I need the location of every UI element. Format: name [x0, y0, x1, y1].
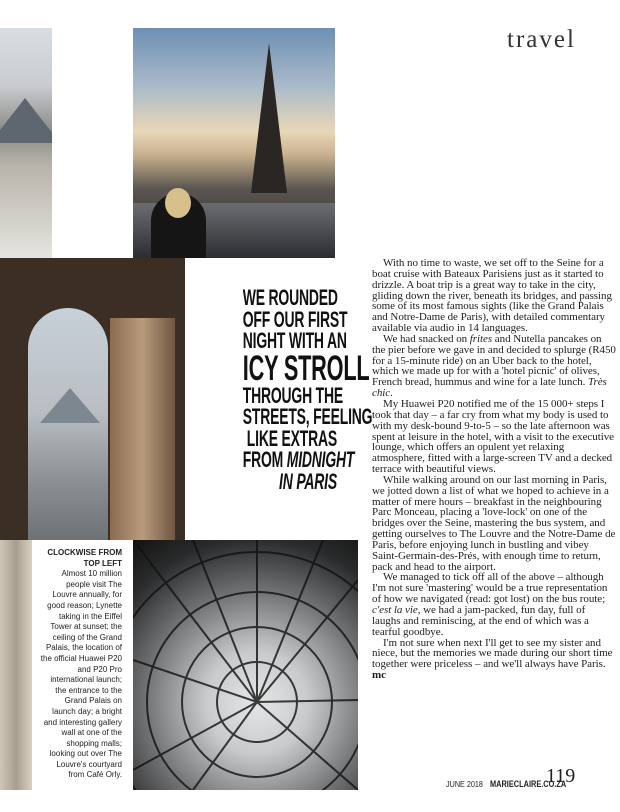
pull-quote-line: NIGHT WITH AN	[242, 328, 347, 353]
body-text-segment: frites	[469, 332, 493, 345]
body-text-segment: My Huawei P20 notified me of the 15 000+ steps I took that day – a far cry from what my body is used to with my desk-bound 9-to-5 – so the late afternoon was spent at leisure in the hotel, with a visit to the executive lounge, which offers an opulent yet relaxing atmosphere, fitted with a large-screen TV and a decked terrace with beautiful views.	[372, 397, 614, 476]
pull-quote-line: THROUGH THE	[242, 382, 344, 408]
louvre-pyramid-photo	[0, 28, 52, 258]
issue-date: JUNE 2018	[446, 779, 483, 789]
pull-quote-text: FROM	[242, 447, 287, 472]
body-paragraph	[372, 638, 616, 681]
grand-palais-ceiling-photo	[133, 540, 358, 790]
pull-quote-film-title: IN PARIS	[279, 468, 337, 494]
pull-quote-film-title: MIDNIGHT	[286, 447, 355, 472]
pull-quote-line	[242, 447, 355, 472]
body-paragraph	[372, 572, 616, 637]
body-paragraph	[372, 334, 616, 399]
grand-palais-entrance-photo	[0, 540, 32, 790]
body-text-segment: Très chic	[372, 376, 607, 400]
body-text-segment: We managed to tick off all of the above – although I'm not sure 'mastering' would be a true representation of how we navigated (read: got lost) on the bus route;	[372, 571, 608, 606]
body-paragraph	[372, 258, 616, 334]
body-text-segment: and Nutella pancakes on the pier before we gave in and decided to splurge (R450 for a 15-minute ride) on an Uber back to the hotel, which we made up for with a 'hotel picnic' of olives, French bread, hummus and wine for a late lunch.	[372, 332, 616, 389]
page-number: 119	[546, 765, 576, 787]
body-text-segment: , we had a jam-packed, fun day, full of laughs and reminiscing, at the end of which was a tearful goodbye.	[372, 604, 589, 638]
pull-quote-line: ICY STROLL	[242, 348, 370, 388]
body-text-segment: With no time to waste, we set off to the Seine for a boat cruise with Bateaux Parisiens just as it started to drizzle. A boat trip is a great way to take in the city, gliding down the river, beneath its bridges, and passing some of its most famous sights (like the Grand Palais and Notre-Dame de Paris), with detailed commentary available via audio in 14 languages.	[372, 257, 612, 335]
signoff: mc	[372, 669, 386, 682]
pull-quote-line: LIKE EXTRAS	[246, 425, 337, 451]
body-text-segment: We had snacked on	[383, 332, 470, 345]
body-text-segment: I'm not sure when next I'll get to see my sister and niece, but the memories we made during our short time together were priceless – and we'll always have Paris.	[372, 636, 613, 671]
body-paragraph	[372, 399, 616, 475]
caption-text: Almost 10 million people visit The Louvre annually, for good reason; Lynette taking in the Eiffel Tower at sunset; the ceiling of the Grand Palais, the location of the official Huawei P20 and P20 Pro international launch; the entrance to the Grand Palais on launch day; a bright and interesting gallery wall at one of the shopping malls; looking out over The Louvre's courtyard from Café Orly.	[40, 569, 122, 780]
article-body	[372, 258, 616, 681]
pull-quote	[185, 285, 373, 494]
body-text-segment: While walking around on our last morning in Paris, we jotted down a list of what we hoped to achieve in a matter of mere hours – breakfast in the neighbouring Parc Monceau, placing a 'love-lock' on one of the bridges over the Seine, mastering the bus system, and getting ourselves to The Louvre and the Notre-Dame de Paris, before enjoying lunch in bustling and vibey Saint-Germain-des-Prés, with enough time to return, pack and head to the airport.	[372, 473, 616, 573]
body-text-segment: c'est la vie	[372, 604, 418, 616]
pull-quote-line	[243, 468, 337, 494]
pull-quote-line: STREETS, FEELING	[242, 404, 373, 429]
pull-quote-line: OFF OUR FIRST	[242, 306, 348, 332]
section-title: travel	[507, 26, 576, 53]
page-footer	[446, 765, 583, 792]
body-paragraph	[372, 475, 616, 573]
body-text-segment: .	[390, 387, 393, 400]
photo-caption	[40, 548, 122, 781]
caption-heading: CLOCKWISE FROM TOP LEFT	[47, 548, 122, 568]
pull-quote-line: WE ROUNDED	[242, 285, 338, 310]
website: MARIECLAIRE.CO.ZA	[489, 779, 567, 789]
eiffel-tower-sunset-photo	[133, 28, 335, 258]
louvre-courtyard-arch-photo	[0, 258, 185, 540]
